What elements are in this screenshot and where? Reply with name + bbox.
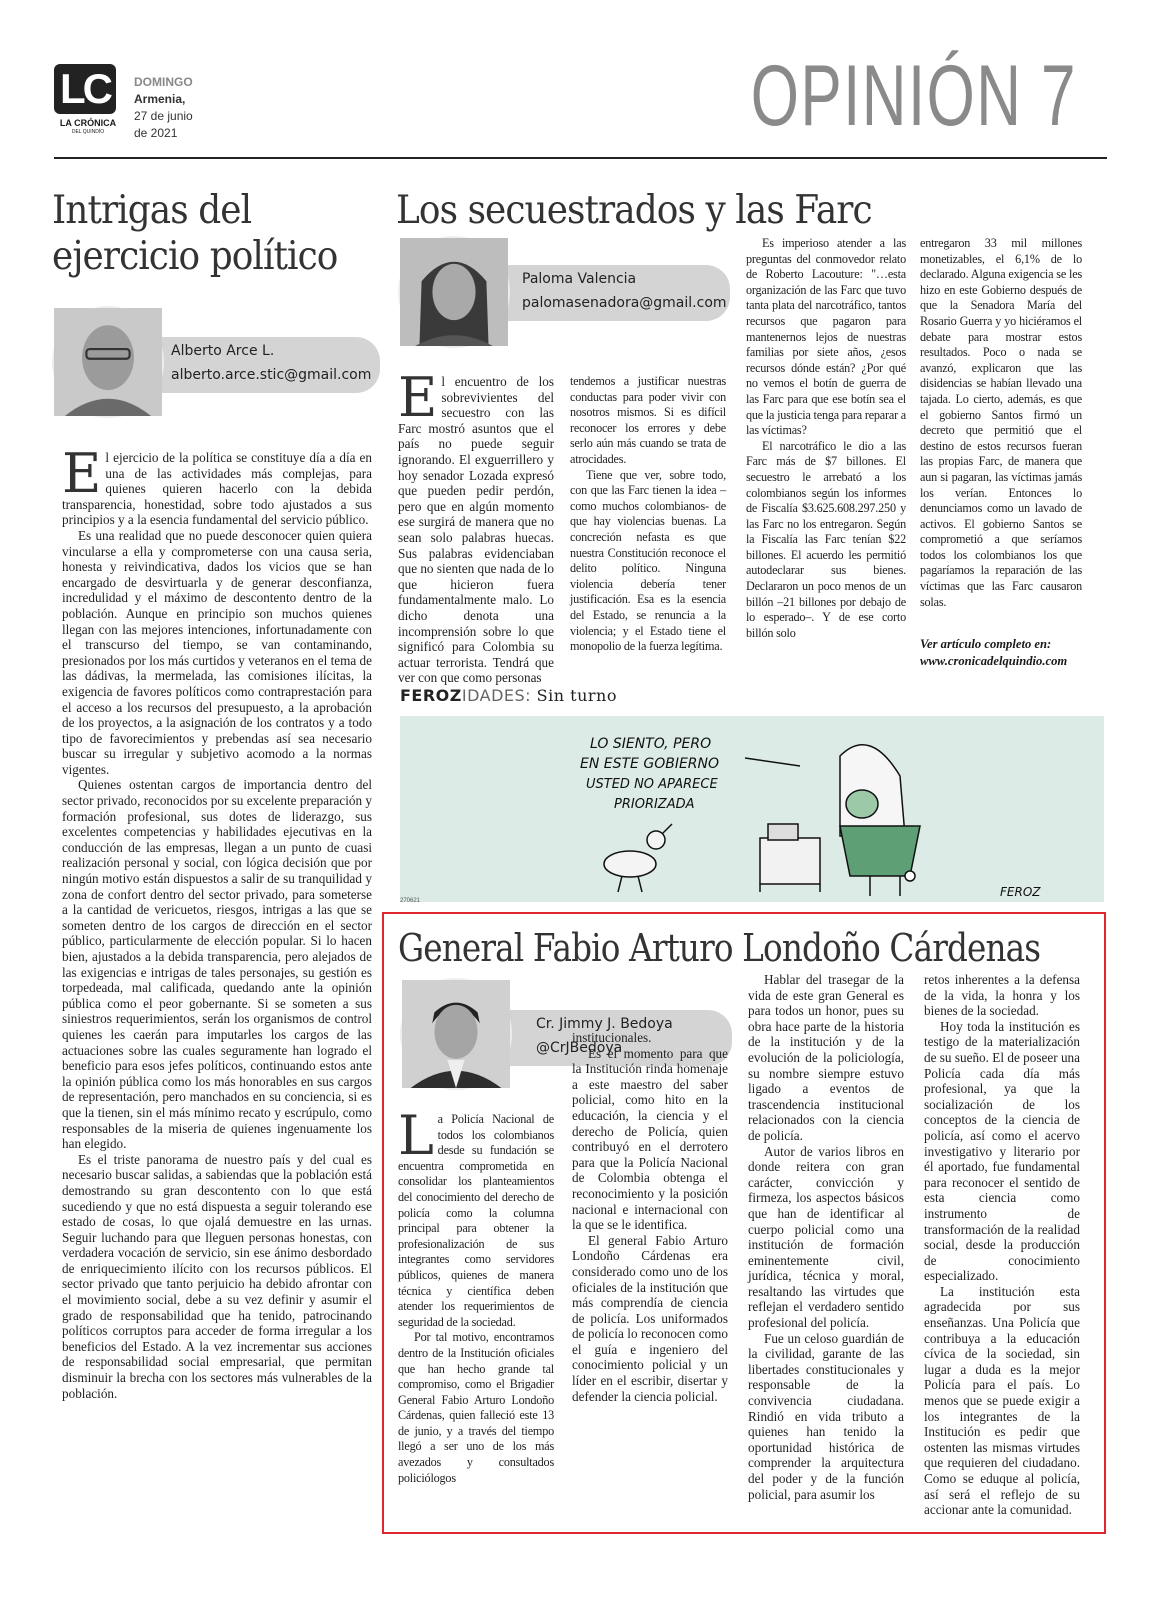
article-left-body: [62, 442, 372, 1520]
portrait-icon: [402, 980, 510, 1088]
newspaper-name: LA CRÓNICA: [59, 118, 117, 128]
cartoon-code: 270621: [400, 898, 421, 904]
header-rule: [54, 157, 1107, 159]
paragraph: Es el triste panorama de nuestro país y del cual es necesario buscar salidas, a sabiendas que la población está demostrando su gran descontento con lo que está sucediendo y que no está dispuesta a seguir tolerando ese estado de cosas, lo que ojalá demuestre en las urnas. Seguir luchando para que lleguen personas honestas, con verdadera vocación de servicio, sin ese ánimo desbordado de enriquecimiento ilícito con los recursos públicos. El sector privado que tanto perjuicio ha debido afrontar con el movimiento social, debe a su vez definir y asumir el grado de responsabilidad que ha tenido, patrocinando políticos corruptos para acceder de forma irregular a los beneficios del Estado. A la vez incrementar sus acciones de responsabilidad social empresarial, que permitan disminuir la brecha con los sectores más vulnerables de la población.: [62, 1151, 372, 1401]
cartoon-title: Sin turno: [536, 686, 617, 705]
read-more-label: Ver artículo completo en:: [920, 637, 1052, 651]
paragraph: a Policía Nacional de todos los colombianos desde su fundación se encuentra comprometida en consolidar los planteamientos del conocimiento del derecho de policía como la columna principal para obtener la profesionalización de sus integrantes como servidores públicos, quienes de manera técnica y científica deben atender los requerimientos de seguridad de la sociedad.: [398, 1112, 554, 1329]
paragraph: entregaron 33 mil millones monetizables, el 6,1% de lo declarado. Alguna exigencia se les hizo en este Gobierno después de que la Senadora María del Rosario Guerra y yo hiciéramos el debate para mostrar estos resultados. Poco o nada se avanzó, explicaron que las disidencias se habían llevado una tajada. Lo cierto, además, es que el gobierno Santos firmó un decreto que permitió que el destino de estos recursos fueran las propias Farc, de manera que aun si pagaran, las víctimas jamás los verían. Entonces lo denunciamos como un lavado de activos. El gobierno Santos se comprometió a que seríamos todos los colombianos los que pagaríamos la reparación de las víctimas que las Farc causaron solas.: [920, 236, 1082, 609]
dropcap: E: [398, 366, 438, 429]
date-line-2: de 2021: [134, 126, 178, 140]
article-bottom-col-3: [748, 972, 904, 1520]
author-name: Alberto Arce L.: [171, 343, 275, 359]
speech-line-1: LO SIENTO, PERO: [590, 736, 712, 752]
author-name: Paloma Valencia: [522, 271, 637, 287]
paragraph: tendemos a justificar nuestras conductas para poder vivir con nosotros mismos. Si es difícil reconocer los errores y debe serlo aún más cuando se trata de atrocidades.: [570, 374, 726, 466]
dropcap: L: [398, 1104, 434, 1167]
author-handle: @CrJBedoya: [536, 1040, 623, 1056]
newspaper-subname: DEL QUINDÍO: [71, 129, 105, 135]
article-bottom-col-1: [398, 1104, 554, 1520]
city-label: Armenia,: [134, 92, 186, 106]
cartoonist-signature: FEROZ: [1000, 885, 1041, 899]
paragraph: Es una realidad que no puede desconocer quien quiera vincularse a ella y comprometerse con una causa seria, honesta y reivindicativa, dados los vicios que se han encargado de desvirtuarla y de generar desconfianza, incredulidad y el máximo de descontento dentro de la población. Aunque en principio son muchos quienes llegan con las mejores intenciones, infortunadamente con el transcurso del tiempo, se van contaminando, presionados por los más curtidos y veteranos en el tema de las dádivas, la mermelada, las comisiones ilícitas, la exigencia de favores políticos como contraprestación para el acceso a los recursos del presupuesto, a la aprobación de los proyectos, a la asignación de los contratos y a todo tipo de favorecimientos y prebendas así sea necesario buscar su irregular y subjetivo acomodo a la normas vigentes.: [62, 527, 372, 777]
paragraph: Hablar del trasegar de la vida de este gran General es para todos un honor, pues su obra hace parte de la historia de la institución y de la evolución de la policiología, su nombre siempre estuvo ligado a eventos de trascendencia institucional relacionados con la ciencia de policía.: [748, 972, 904, 1143]
paragraph: l ejercicio de la política se constituye día a día en una de las actividades más complejas, para quienes quieren hacerlo con la debida transparencia, honestidad, sobre todo ajustados a sus principios y a la esencia fundamental del servicio público.: [62, 450, 372, 528]
article-mid-col-1: [398, 366, 555, 686]
day-label: DOMINGO: [134, 75, 193, 89]
date-block: [134, 74, 193, 142]
cartoon-header: [400, 686, 617, 705]
paragraph: institucionales.: [572, 1030, 652, 1045]
article-mid-col-2: [570, 374, 726, 672]
paragraph: Autor de varios libros en donde reitera con gran carácter, convicción y firmeza, los aspectos básicos que han de identificar al cuerpo policial como una institución de formación eminentemente civil, jurídica, técnica y moral, resaltando las virtudes que reflejan el verdadero sentido profesional del policía.: [748, 1143, 904, 1331]
section-title: OPINIÓN 7: [750, 48, 1077, 144]
read-more: [920, 636, 1100, 670]
cartoon-series-light: IDADES:: [461, 686, 532, 705]
article-bottom-col-4: [924, 972, 1080, 1520]
author-photo-left: [52, 306, 164, 418]
article-left-title: Intrigas del ejercicio político: [52, 188, 338, 279]
paragraph: l encuentro de los sobrevivientes del secuestro con las Farc mostró asuntos que el país no puede seguir ignorando. El exguerrillero y hoy senador Lozada expresó que pueden pedir perdón, pero que en algún momento ese surgirá de manera que no sean solo palabras huecas. Sus palabras evidenciaban que no sienten que nada de lo que hicieron fuera fundamentalmente malo. Lo dicho denota una incomprensión sobre lo que significó para Colombia su actuar terrorista. Tendrá que ver con que como personas: [398, 374, 555, 686]
paragraph: El general Fabio Arturo Londoño Cárdenas era considerado como uno de los oficiales de la institución que más comprendía de ciencia de policía. Los uniformados de policía lo reconocen como el guía e ingeniero del conocimiento policial y un líder en el escribir, disertar y defender la ciencia policial.: [572, 1232, 728, 1404]
cartoon-panel: [400, 716, 1104, 902]
cartoon-series-bold: FEROZ: [400, 686, 462, 705]
author-name: Cr. Jimmy J. Bedoya: [536, 1016, 673, 1032]
speech-line-4: PRIORIZADA: [614, 797, 695, 812]
article-bottom-title: General Fabio Arturo Londoño Cárdenas: [398, 926, 1041, 970]
date-line-1: 27 de junio: [134, 109, 193, 123]
paragraph: Es imperioso atender a las preguntas del conmovedor relato de Roberto Lacouture: "…esta organización de las Farc que tuvo tanta plata del narcotráfico, tantos recursos que pagaron para mantenernos lejos de nuestras familias por siete años, ¿esos recursos dónde están? ¿Por qué no vemos el botín de guerra de las Farc para que ese botín sea el que la justicia tenga para reparar a las víctimas?: [746, 236, 906, 438]
paragraph: Fue un celoso guardián de la civilidad, garante de las libertades constitucionales y responsable de la convivencia ciudadana. Rindió en vida tributo a quienes han tenido la oportunidad histórica de comprender la arquitectura del poder y de la función policial, para asumir los: [748, 1330, 904, 1502]
paragraph: La institución esta agradecida por sus enseñanzas. Una Policía que contribuya a la educación cívica de la sociedad, sin lugar a duda es la mejor Policía para el país. Lo menos que se puede exigir a los integrantes de la Institución es pedir que ostenten las mismas virtudes que requieren del ciudadano. Como se eduque al policía, así será el reflejo de su accionar ante la comunidad.: [924, 1283, 1080, 1518]
speech-line-3: USTED NO APARECE: [586, 777, 718, 792]
paragraph: El narcotráfico le dio a las Farc más de $7 billones. El secuestro le arrebató a los colombianos según los informes de Fiscalía $3.625.608.297.250 y las Farc no los entregaron. Según la Fiscalía las Farc tenían $22 billones. El acuerdo les permitió autodeclarar sus bienes. Declararon un poco menos de un billón –21 billones por debajo de lo esperado–. Y de ese corto billón solo: [746, 438, 906, 640]
dropcap: E: [62, 442, 102, 505]
author-email: palomasenadora@gmail.com: [522, 295, 727, 311]
cartoon-illustration: [400, 716, 1104, 902]
article-mid-col-4: [920, 236, 1082, 672]
author-photo-mid: [398, 236, 510, 348]
portrait-icon: [54, 308, 162, 416]
paragraph: Por tal motivo, encontramos dentro de la Institución oficiales que han hecho grande tal compromiso, como el Brigadier General Fabio Arturo Londoño Cárdenas, quien falleció este 13 de junio, y a través del tiempo llegó a ser uno de los más avezados y consultados policiólogos: [398, 1330, 554, 1485]
paragraph: Quienes ostentan cargos de importancia dentro del sector privado, reconocidos por su excelente preparación y formación profesional, sus dotes de liderazgo, sus excelentes competencias y habilidades ejecutivas en la conducción de las empresas, llegan a un punto de cuasi realización personal y social, con lógica decisión que por ningún motivo están dispuestos a salir de su tranquilidad y zona de confort dentro del sector privado, para someterse a la cantidad de vericuetos, riesgos, intrigas a las que se someten dentro de los cargos de dirección en el sector público, particularmente de elección popular. Si lo hacen bien, ajustados a la debida transparencia, pero alejados de las exigencias e intrigas de tales personajes, su gestión es torpedeada, mal calificada, quedando ante la opinión pública como el peor gobernante. Si se someten a sus siniestros requerimientos, serán los organismos de control quienes les caerán para imputarles los cargos de las actuaciones sobre las cuales seguramente han logrado el beneficio para esos jefes políticos, continuando estos ante la opinión pública como los más honorables en sus cargos de representación, pero manchados en su conciencia, si es que la tienen, sin el más mínimo recato y escrúpulo, como responsables de la miseria de quienes ingenuamente los han elegido.: [62, 777, 372, 1152]
paragraph: retos inherentes a la defensa de la vida, la honra y los bienes de la sociedad.: [924, 972, 1080, 1019]
paragraph: Tiene que ver, sobre todo, con que las Farc tienen la idea –como muchos colombianos- de que hay violencias buenas. La concreción nefasta es que nuestra Constitución reconoce el delito político. Ninguna violencia debería tener justificación. Esa es la esencia del Estado, se renuncia a la violencia; y el Estado tiene el monopolio de la fuerza legítima.: [570, 467, 726, 654]
author-photo-bottom: [400, 978, 512, 1090]
article-bottom-col-2: [572, 1030, 728, 1520]
read-more-link[interactable]: www.cronicadelquindio.com: [920, 654, 1068, 668]
newspaper-logo: LC: [54, 64, 116, 114]
paragraph: Hoy toda la institución es testigo de la materialización de su sueño. El de poseer una Policía cada día más profesional, ya que la socialización de los conceptos de la ciencia de policía, así como el acervo investigativo y literario por él aportado, fue fundamental para reconocer el sentido de esta ciencia como instrumento de transformación de la realidad social, desde la producción de conocimiento especializado.: [924, 1018, 1080, 1284]
article-mid-title: Los secuestrados y las Farc: [396, 188, 872, 233]
article-mid-col-3: [746, 236, 906, 672]
author-box-left: [128, 337, 380, 393]
speech-line-2: EN ESTE GOBIERNO: [580, 756, 720, 772]
author-email: alberto.arce.stic@gmail.com: [171, 367, 372, 383]
paragraph: Es el momento para que la Institución rinda homenaje a este maestro del saber policial, como hito en la educación, la ciencia y el derecho de Policía, quien contribuyó en el derrotero para que la Policía Nacional de Colombia obtenga el reconocimiento y la posición nacional e internacional con la que se le identifica.: [572, 1045, 728, 1233]
portrait-icon: [400, 238, 508, 346]
